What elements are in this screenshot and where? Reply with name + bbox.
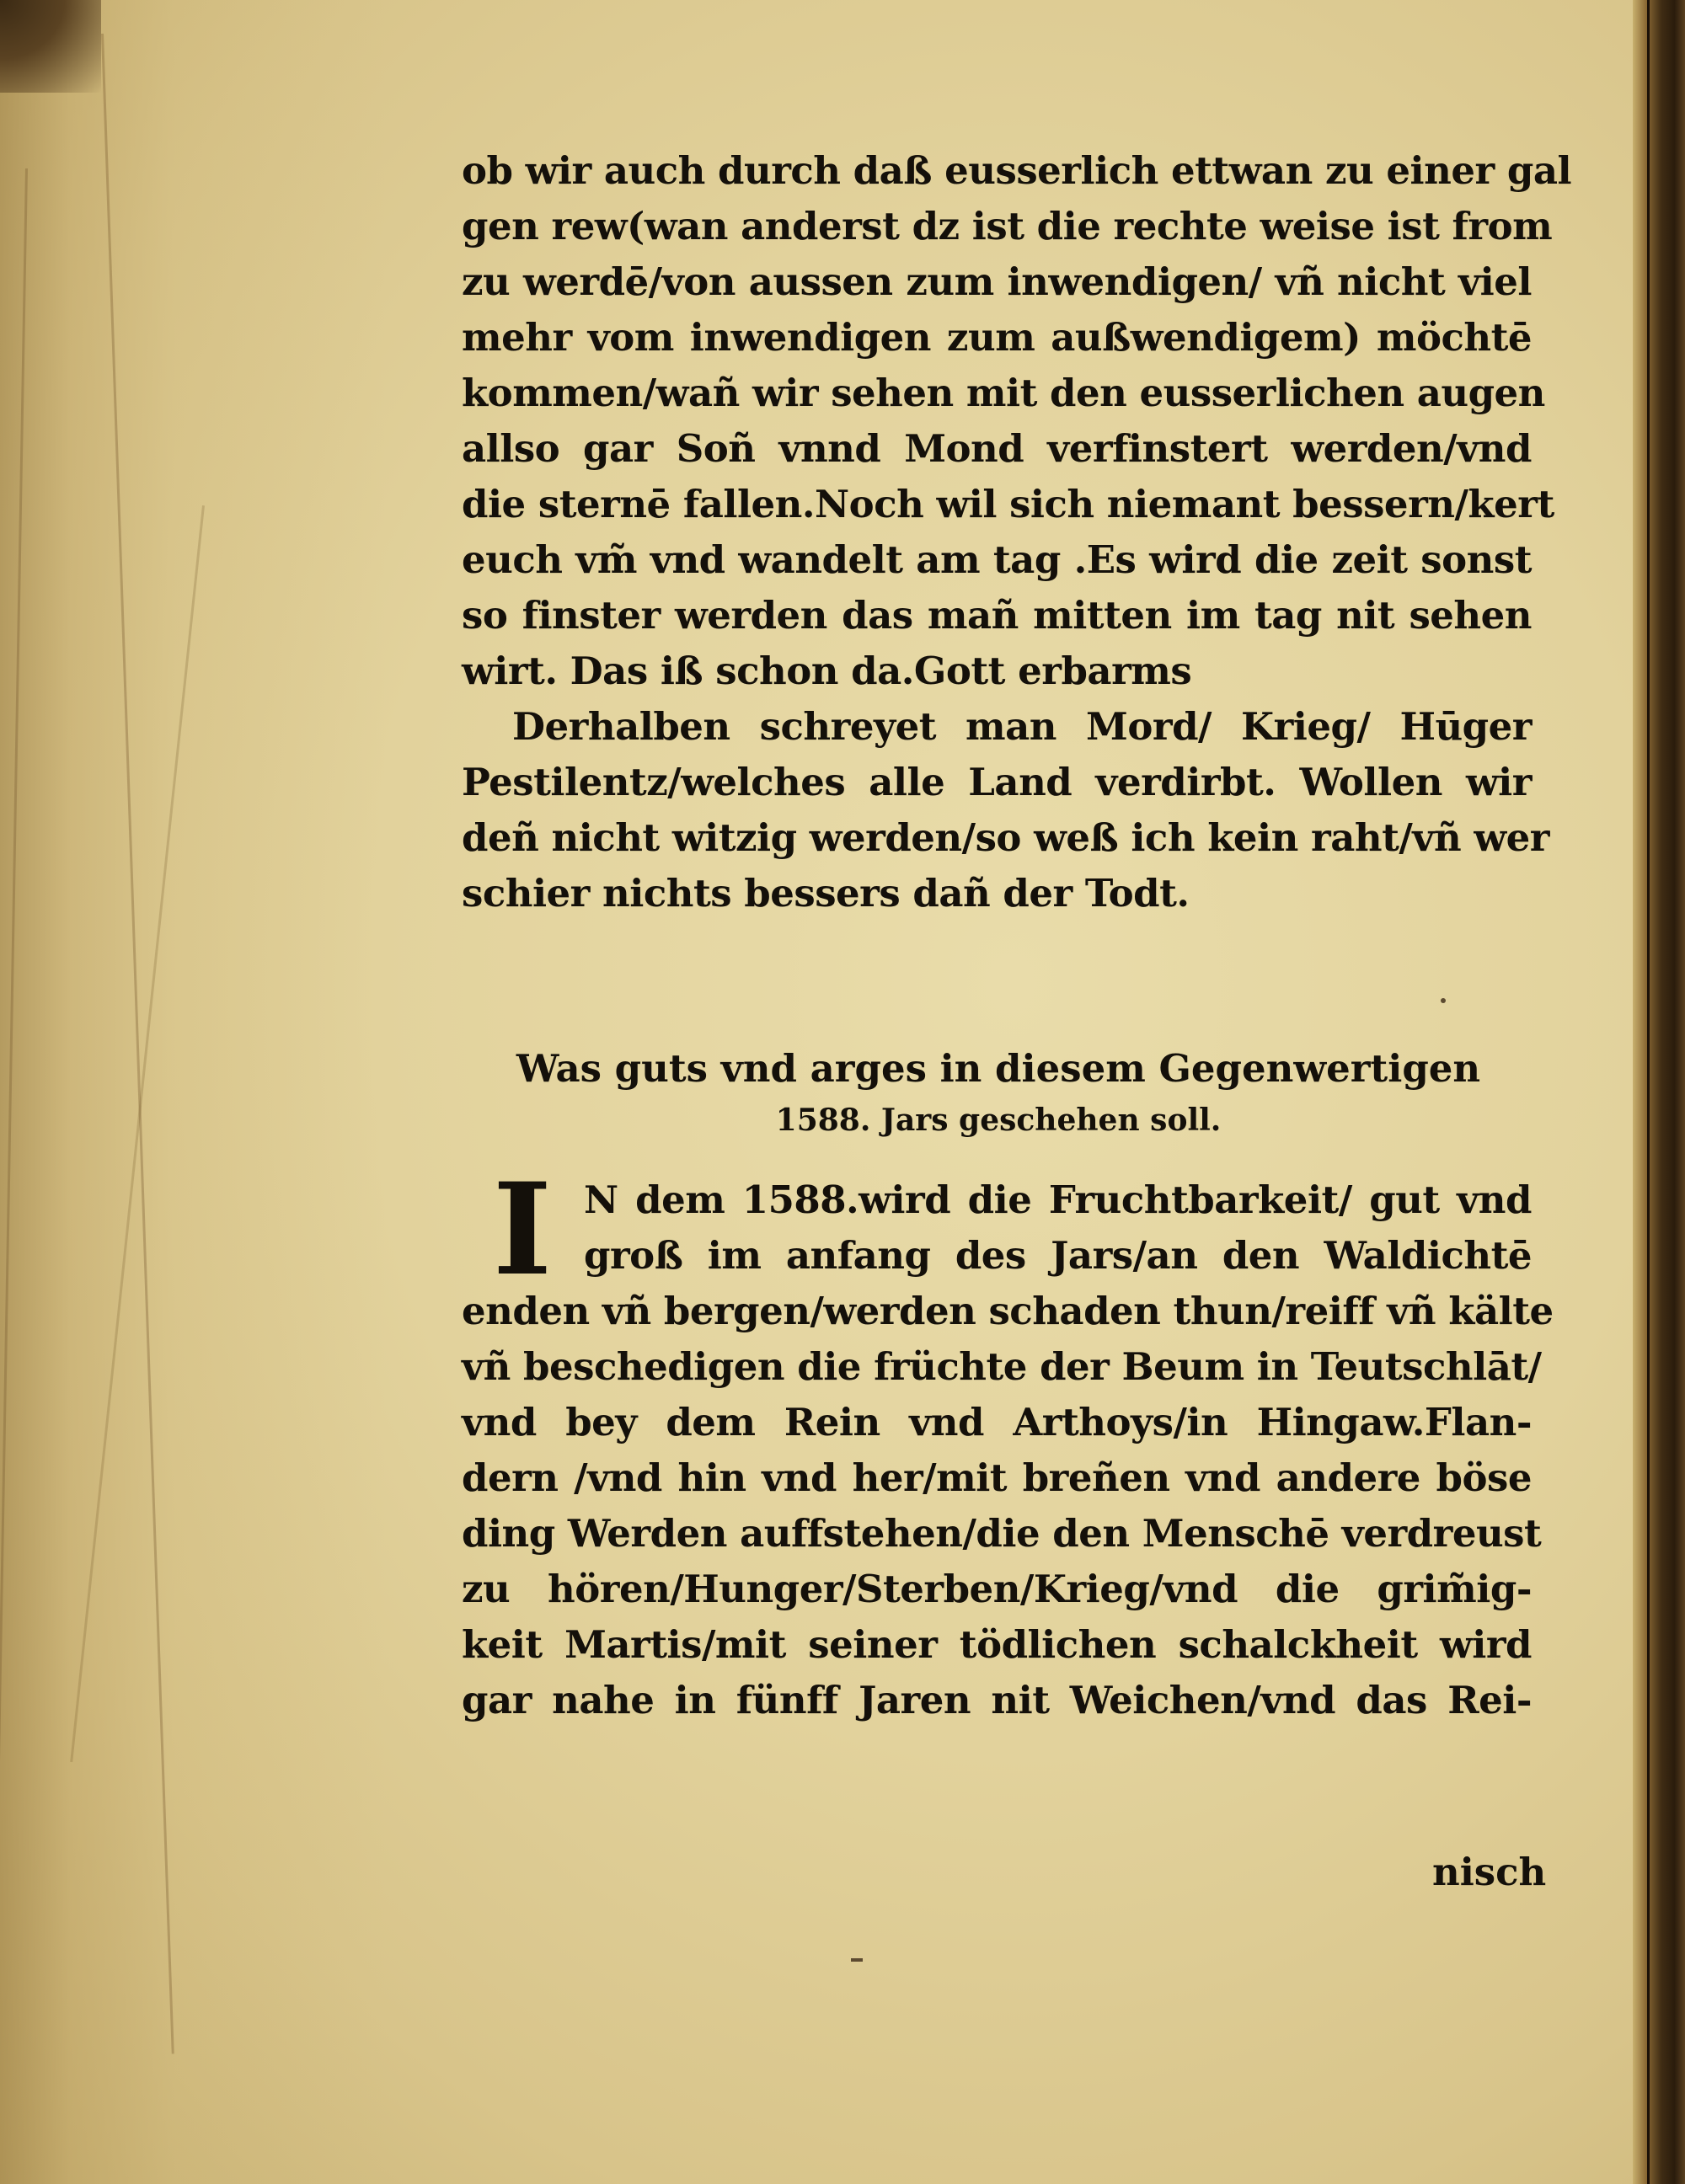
text-line: N dem 1588.wird die Fruchtbarkeit/ gut vnd [584, 1177, 1532, 1222]
text-line: dern /vnd hin vnd her/mit breñen vnd andere böse [462, 1455, 1532, 1500]
binding-gutter [1633, 0, 1685, 2184]
text-line: gar nahe in fünff Jaren nit Weichen/vnd das Rei- [462, 1678, 1532, 1722]
text-line: enden vñ bergen/werden schaden thun/reiff vñ kälte [462, 1289, 1554, 1333]
ink-speck [1441, 998, 1446, 1003]
section-heading: Was guts vnd arges in diesem Gegenwertigen [516, 1046, 1481, 1091]
paragraph-3 [462, 1172, 1554, 1728]
page-crease [70, 505, 205, 1762]
text-line: so finster werden das mañ mitten im tag nit sehen [462, 593, 1532, 638]
page-corner-stain [0, 0, 101, 93]
text-line: schier nichts bessers dañ der Todt. [462, 871, 1190, 916]
text-line: groß im anfang des Jars/an den Waldichtē [584, 1233, 1532, 1278]
text-line: euch vm̃ vnd wandelt am tag .Es wird die zeit sonst [462, 537, 1532, 582]
text-line: zu werdē/von aussen zum inwendigen/ vñ nicht viel [462, 259, 1532, 304]
ink-speck [851, 1958, 863, 1962]
text-line: Pestilentz/welches alle Land verdirbt. Wollen wir [462, 760, 1532, 804]
text-line: die sternē fallen.Noch wil sich niemant bessern/kert [462, 482, 1554, 526]
text-line: deñ nicht witzig werden/so weß ich kein raht/vñ wer [462, 815, 1549, 860]
paragraph-1 [462, 143, 1572, 921]
catchword: nisch [1432, 1850, 1547, 1894]
text-line: zu hören/Hunger/Sterben/Krieg/vnd die grim̃ig- [462, 1567, 1532, 1611]
page-crease [101, 34, 174, 2054]
text-line: ding Werden auffstehen/die den Menschē verdreust [462, 1511, 1542, 1556]
text-line: Derhalben schreyet man Mord/ Krieg/ Hūger [512, 704, 1532, 749]
page-crease [0, 168, 28, 2106]
text-line: mehr vom inwendigen zum außwendigem) möchtē [462, 315, 1532, 360]
drop-cap-initial: I [492, 1156, 553, 1304]
text-line: wirt. Das iß schon da.Gott erbarms [462, 649, 1192, 693]
text-line: vnd bey dem Rein vnd Arthoys/in Hingaw.Flan- [462, 1400, 1532, 1444]
text-line: vñ beschedigen die früchte der Beum in Teutschlāt/ [462, 1344, 1542, 1389]
text-line: allso gar Soñ vnnd Mond verfinstert werden/vnd [462, 426, 1532, 471]
binding-edge [1647, 0, 1650, 2184]
text-line: ob wir auch durch daß eusserlich ettwan zu einer gal [462, 148, 1572, 193]
text-line: keit Martis/mit seiner tödlichen schalckheit wird [462, 1622, 1532, 1667]
text-line: kommen/wañ wir sehen mit den eusserlichen augen [462, 371, 1545, 415]
text-line: gen rew(wan anderst dz ist die rechte weise ist from [462, 204, 1553, 248]
section-heading-year: 1588. Jars geschehen soll. [775, 1103, 1222, 1138]
